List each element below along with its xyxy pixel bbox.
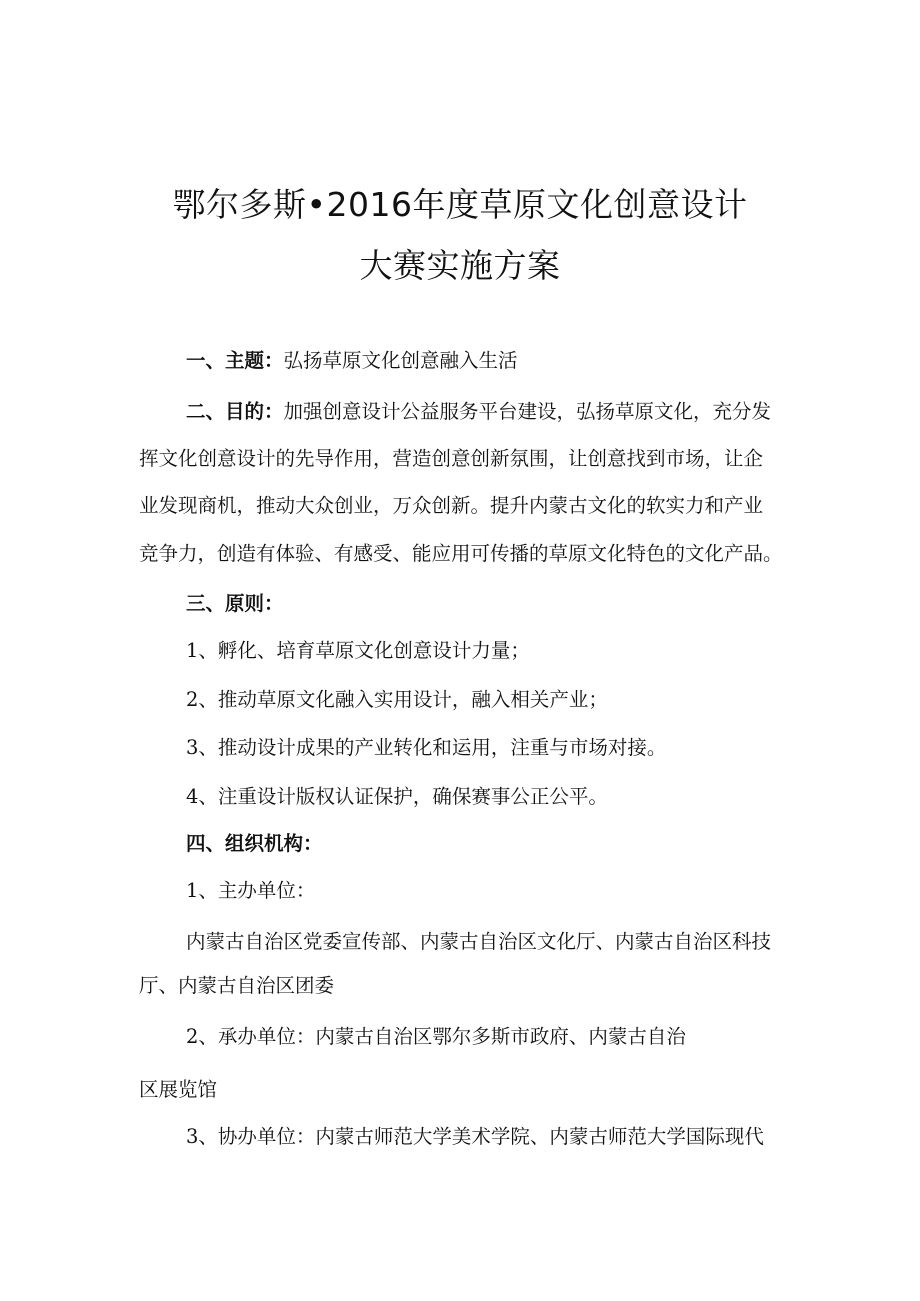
principle-item-3: 3、推动设计成果的产业转化和运用，注重与市场对接。: [186, 736, 667, 759]
co-organizer-line-1: 3、协办单位：内蒙古师范大学美术学院、内蒙古师范大学国际现代: [186, 1125, 764, 1148]
section-purpose-line-3: 业发现商机，推动大众创业，万众创新。提升内蒙古文化的软实力和产业: [139, 494, 764, 517]
section-purpose-text-1: 加强创意设计公益服务平台建设，弘扬草原文化，充分发: [283, 400, 772, 423]
section-purpose-line-4: 竞争力，创造有体验、有感受、能应用可传播的草原文化特色的文化产品。: [139, 542, 783, 565]
organizer-line-1: 2、承办单位：内蒙古自治区鄂尔多斯市政府、内蒙古自治: [186, 1025, 686, 1048]
section-purpose-heading: 二、目的：: [186, 400, 284, 423]
section-principles-heading: 三、原则：: [186, 592, 284, 615]
section-theme: [186, 346, 799, 376]
host-line-1: 内蒙古自治区党委宣传部、内蒙古自治区文化厅、内蒙古自治区科技: [186, 930, 772, 953]
section-theme-heading: 一、主题：: [186, 349, 284, 372]
section-organization-heading: 四、组织机构：: [186, 832, 323, 855]
principle-item-2: 2、推动草原文化融入实用设计，融入相关产业；: [186, 688, 608, 711]
host-line-2: 厅、内蒙古自治区团委: [139, 974, 335, 997]
section-purpose-line-2: 挥文化创意设计的先导作用，营造创意创新氛围，让创意找到市场，让企: [139, 447, 764, 470]
section-theme-text: 弘扬草原文化创意融入生活: [283, 349, 518, 372]
principle-item-4: 4、注重设计版权认证保护，确保赛事公正公平。: [186, 785, 608, 808]
principle-item-1: 1、孵化、培育草原文化创意设计力量；: [186, 639, 530, 662]
document-title-line-2: 大赛实施方案: [359, 246, 561, 285]
document-title-line-1: 鄂尔多斯•2016年度草原文化创意设计: [172, 185, 748, 224]
organizer-line-2: 区展览馆: [139, 1078, 218, 1101]
host-label: 1、主办单位：: [186, 879, 316, 902]
section-purpose-line-1: [186, 397, 799, 427]
